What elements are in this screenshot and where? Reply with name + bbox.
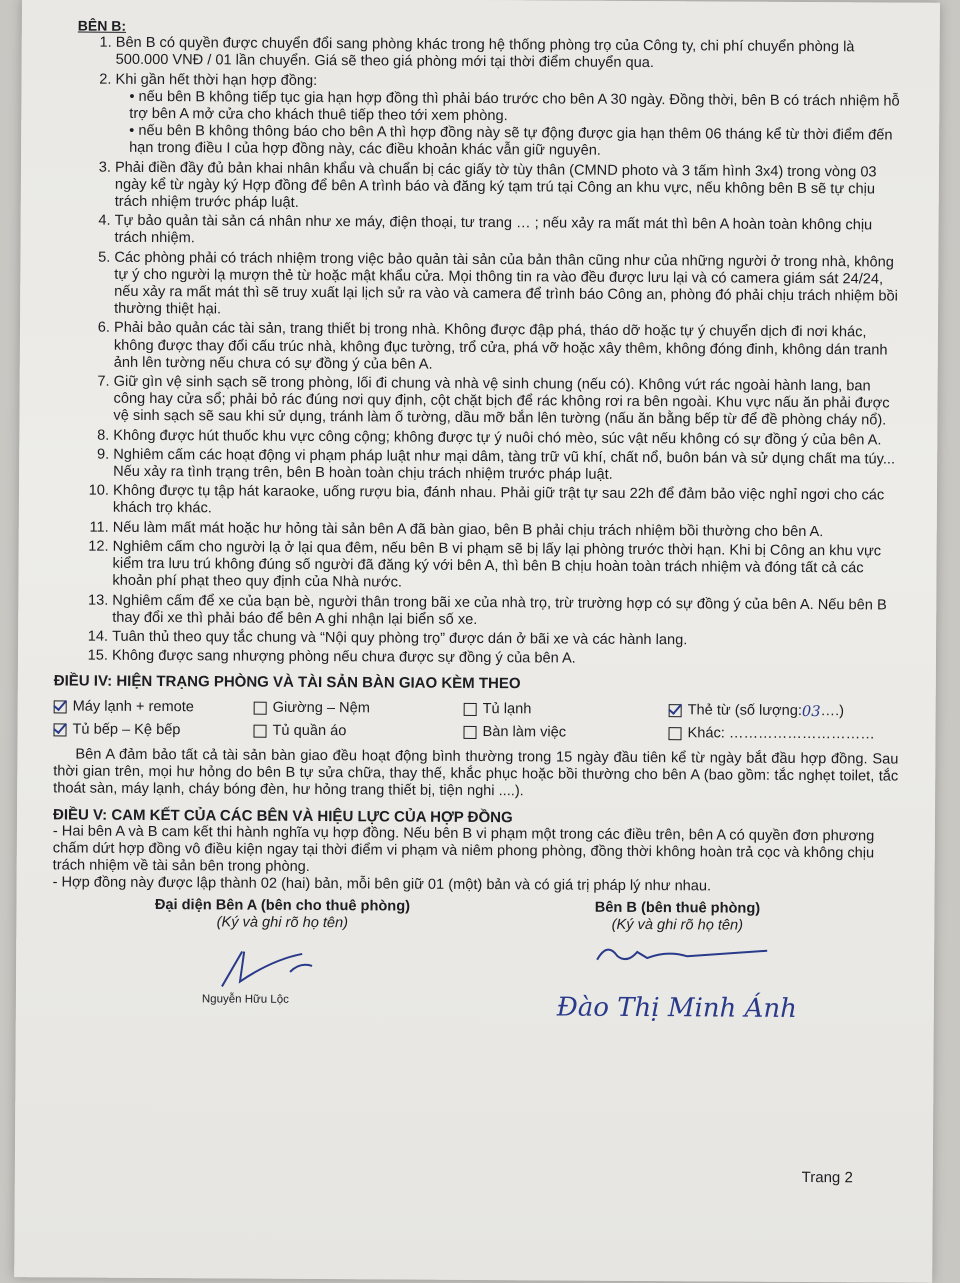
party-b-signature-block bbox=[497, 899, 858, 1024]
checked-box-icon bbox=[53, 723, 66, 736]
rule-item bbox=[114, 213, 901, 252]
rules-list bbox=[54, 35, 903, 670]
rule-item bbox=[113, 447, 900, 486]
rule-text: Tự bảo quản tài sản cá nhân như xe máy, điện thoại, tư trang … ; nếu xảy ra mất mát thì bên A hoàn toàn không chịu trách nhiệm. bbox=[114, 213, 873, 247]
rule-item bbox=[113, 519, 900, 541]
rule-text: Các phòng phải có trách nhiệm trong việc bảo quản tài sản của bản thân cũng như của những người ở trong nhà, không tự ý cho người lạ mượn thẻ từ hoặc mật khẩu cửa. Mọi thông tin ra vào đều được lưu lại và có camera giám sát 24/24, nếu xảy ra mất mát thì sẽ truy xuất lại lịch sử ra vào và camera để trình báo Công an, phòng đó phải chịu trách nhiệm bồi thường thiệt hại. bbox=[114, 249, 898, 318]
rule-text: Khi gần hết thời hạn hợp đồng: bbox=[115, 71, 318, 89]
handwritten-quantity: 03 bbox=[801, 702, 821, 720]
article-iv-title: ĐIỀU IV: HIỆN TRẠNG PHÒNG VÀ TÀI SẢN BÀN GIAO KÈM THEO bbox=[53, 672, 521, 693]
asset-check-label: Bàn làm việc bbox=[482, 723, 567, 741]
rule-item bbox=[112, 592, 899, 631]
party-a-note: (Ký và ghi rõ họ tên) bbox=[216, 914, 349, 931]
rule-item bbox=[112, 648, 899, 670]
party-a-signature bbox=[102, 931, 462, 993]
signature-row bbox=[52, 896, 898, 1024]
asset-check-item bbox=[54, 698, 254, 716]
document-body bbox=[52, 17, 903, 1024]
rule-text: Nghiêm cấm cho người lạ ở lại qua đêm, nếu bên B vi phạm sẽ bị lấy lại phòng trước thời hạn. Khi bị Công an khu vực kiểm tra lưu trú không đúng số người đã đăng ký với bên A, thì bên B chịu hoàn toàn trách nhiệm và đóng tất cả các khoản phí phạt theo quy định của Nhà nước. bbox=[112, 538, 882, 591]
rule-text: Nghiêm cấm các hoạt động vi phạm pháp luật như mại dâm, tàng trữ vũ khí, chất nổ, buôn bán và sử dụng chất ma túy... Nếu xảy ra tình trạng trên, bên B hoàn toàn chịu trách nhiệm trước pháp luật. bbox=[113, 446, 896, 483]
party-b-signature bbox=[497, 933, 857, 995]
rule-item bbox=[114, 320, 901, 376]
rule-item bbox=[115, 159, 902, 215]
rule-text: Bên B có quyền được chuyển đổi sang phòng khác trong hệ thống phòng trọ của Công ty, chi phí chuyển phòng là 500.000 VNĐ / 01 lần chuyển. Giá sẽ theo giá phòng mới tại thời điểm chuyển qua. bbox=[115, 34, 855, 72]
page-number: Trang 2 bbox=[801, 1168, 853, 1187]
bullet-icon: • bbox=[129, 123, 139, 140]
asset-check-item bbox=[254, 699, 464, 717]
rule-text: Phải bảo quản các tài sản, trang thiết bị trong nhà. Không được đập phá, tháo dỡ hoặc tự ý chuyển dịch đi nơi khác, không được thay đổi cấu trúc nhà, không đục tường, trổ cửa, phá vỡ hoặc xây thêm, không đóng đinh, không dán tranh ảnh lên tường nếu chưa có sự đồng ý của bên A. bbox=[113, 320, 888, 373]
checked-box-icon bbox=[54, 700, 67, 713]
asset-check-item bbox=[253, 722, 463, 740]
rule-subitem bbox=[115, 89, 902, 128]
party-b-handwritten-name: Đào Thị Minh Ánh bbox=[556, 992, 797, 1024]
asset-check-label: Tủ lạnh bbox=[482, 700, 532, 717]
party-b-note: (Ký và ghi rõ họ tên) bbox=[611, 916, 744, 934]
checked-box-icon bbox=[669, 704, 682, 717]
empty-box-icon bbox=[464, 703, 477, 716]
asset-check-label: Thẻ từ (số lượng: bbox=[687, 701, 802, 719]
party-a-signature-block bbox=[102, 896, 463, 1016]
rule-item bbox=[112, 539, 899, 595]
section-b-label: BÊN B: bbox=[77, 17, 127, 34]
asset-check-label: Tủ bếp – Kệ bếp bbox=[72, 721, 181, 738]
party-b-title: Bên B (bên thuê phòng) bbox=[594, 899, 761, 917]
paper-sheet bbox=[14, 0, 940, 1283]
rule-item bbox=[116, 35, 903, 74]
rule-text: Phải điền đầy đủ bản khai nhân khẩu và chuẩn bị các giấy tờ tùy thân (CMND photo và 3 tấm hình 3x4) trong vòng 03 ngày kể từ ngày ký Hợp đồng để bên A trình báo và đăng ký tạm trú tại Công an khu vực, nếu không bên B sẽ tự chịu trách nhiệm trước pháp luật. bbox=[114, 159, 877, 211]
rule-text: Không được sang nhượng phòng nếu chưa được sự đồng ý của bên A. bbox=[111, 647, 576, 667]
rule-text: Không được tụ tập hát karaoke, uống rượu bia, đánh nhau. Phải giữ trật tự sau 22h để đảm bảo việc nghỉ ngơi cho các khách trọ khác. bbox=[112, 483, 885, 517]
article-v-line-2: - Hợp đồng này được lập thành 02 (hai) bản, mỗi bên giữ 01 (một) bản và có giá trị pháp lý như nhau. bbox=[52, 874, 712, 895]
rule-item bbox=[112, 629, 899, 651]
asset-check-label: Giường – Nệm bbox=[272, 699, 370, 716]
rule-subitem bbox=[115, 123, 902, 162]
rule-text: Tuân thủ theo quy tắc chung và “Nội quy phòng trọ” được dán ở bãi xe và các hành lang. bbox=[112, 628, 688, 649]
article-v-line-1: - Hai bên A và B cam kết thi hành nghĩa vụ hợp đồng. Nếu bên B vi phạm một trong các điều trên, bên A có quyền đơn phương chấm dứt hợp đồng vô điều kiện ngay tại thời điểm vi phạm và niêm phong phòng, đồng thời không hoàn trả cọc và không chịu trách nhiệm về tài sản bên trong phòng. bbox=[52, 823, 875, 876]
rule-text: Không được hút thuốc khu vực công cộng; không được tự ý nuôi chó mèo, súc vật nếu không có sự đồng ý của bên A. bbox=[113, 427, 882, 449]
rule-text: Giữ gìn vệ sinh sạch sẽ trong phòng, lối đi chung và nhà vệ sinh chung (nếu có). Không vứt rác ngoài hành lang, ban công hay cửa sổ; phải bỏ rác đúng nơi quy định, cột chặt bịch để rác không rơi ra bên ngoài. Khu vực nấu ăn phải được vệ sinh sạch sẽ sau khi sử dụng, tránh làm ố tường, dầu mỡ bắn lên tường (nấu ăn bằng bếp từ để đề phòng cháy nổ). bbox=[113, 373, 890, 429]
asset-check-item bbox=[668, 725, 898, 744]
rule-item bbox=[115, 71, 903, 162]
article-iv-paragraph: Bên A đảm bảo tất cả tài sản bàn giao đều hoạt động bình thường trong 15 ngày đầu tiên kể từ ngày bắt đầu hợp đồng. Sau thời gian trên, mọi hư hỏng do bên B tự sửa chữa, thay thế, khắc phục hoặc bồi thường cho bên A (bao gồm: tắc nghẹt toilet, tắc thoát sàn, máy lạnh, cháy bóng đèn, hư hỏng trang thiết bị, tiện nghi ....). bbox=[53, 746, 899, 800]
rule-subitem-text: nếu bên B không thông báo cho bên A thì hợp đồng này sẽ tự động được gia hạn thêm 06 tháng kể từ thời điểm đến hạn trong điều I của hợp đồng này, các điều khoản khác vẫn giữ nguyên. bbox=[129, 123, 893, 160]
rule-item bbox=[114, 249, 901, 323]
asset-checklist bbox=[53, 698, 898, 744]
rule-text: Nếu làm mất mát hoặc hư hỏng tài sản bên A đã bàn giao, bên B phải chịu trách nhiệm bồi thường cho bên A. bbox=[112, 519, 824, 540]
party-a-printed-name: Nguyễn Hữu Lộc bbox=[201, 993, 289, 1006]
rule-text: Nghiêm cấm để xe của bạn bè, người thân trong bãi xe của nhà trọ, trừ trường hợp có sự đồng ý của bên A. Nếu bên B thay đổi xe thì phải báo để bên A ghi nhận lại biển số xe. bbox=[112, 592, 887, 628]
empty-box-icon bbox=[463, 726, 476, 739]
empty-box-icon bbox=[254, 701, 267, 714]
party-a-signature-mark bbox=[182, 931, 382, 992]
party-b-signature-mark bbox=[567, 933, 787, 974]
asset-check-suffix: ….) bbox=[820, 702, 845, 719]
asset-check-item bbox=[463, 724, 668, 742]
rule-subitem-text: nếu bên B không tiếp tục gia hạn hợp đồng thì phải báo trước cho bên A 30 ngày. Đồng thời, bên B có trách nhiệm hỗ trợ bên A mở cửa cho khách thuê tiếp theo tới xem phòng. bbox=[129, 88, 900, 125]
asset-check-item bbox=[53, 721, 253, 739]
asset-check-label: Tủ quần áo bbox=[272, 722, 347, 739]
asset-check-item bbox=[669, 702, 899, 721]
rule-item bbox=[113, 483, 900, 522]
asset-check-label: Máy lạnh + remote bbox=[72, 698, 195, 715]
asset-check-item bbox=[464, 700, 669, 718]
rule-item bbox=[113, 427, 900, 449]
empty-box-icon bbox=[668, 727, 681, 740]
asset-check-label: Khác: ………………………… bbox=[687, 724, 875, 743]
empty-box-icon bbox=[253, 724, 266, 737]
party-a-title: Đại diện Bên A (bên cho thuê phòng) bbox=[154, 896, 411, 915]
rule-item bbox=[113, 374, 900, 430]
bullet-icon: • bbox=[129, 88, 139, 105]
article-v-title: ĐIỀU V: CAM KẾT CỦA CÁC BÊN VÀ HIỆU LỰC CỦA HỢP ĐỒNG bbox=[52, 805, 513, 826]
